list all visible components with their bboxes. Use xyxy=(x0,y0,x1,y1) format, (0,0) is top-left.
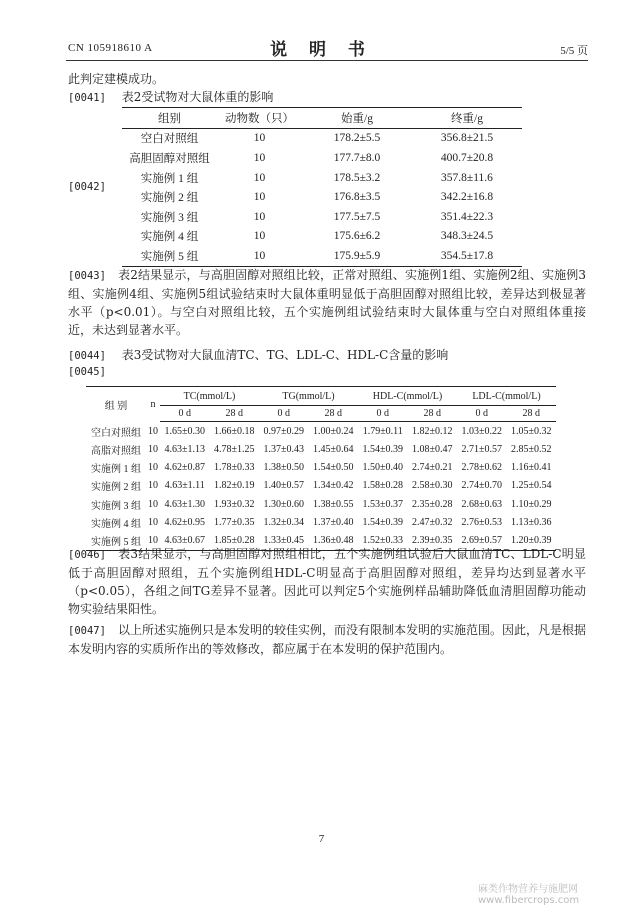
table-row xyxy=(86,459,556,477)
table-cell: 1.65±0.30 xyxy=(164,425,205,437)
table-cell: 177.7±8.0 xyxy=(333,151,381,164)
table-row xyxy=(86,495,556,513)
table-cell: 10 xyxy=(253,210,266,223)
paragraph-number: [0044] xyxy=(68,350,106,362)
paragraph-0046 xyxy=(68,545,586,618)
table-cell: 178.2±5.5 xyxy=(333,132,381,145)
table-cell: 4.78±1.25 xyxy=(214,443,255,455)
table-cell: 4.63±1.11 xyxy=(164,480,205,492)
table-cell: 实施例 1 组 xyxy=(140,172,199,185)
table2-caption: 表2受试物对大鼠体重的影响 xyxy=(121,90,274,104)
table-group-header-row xyxy=(86,387,556,406)
table-row xyxy=(122,168,522,188)
table-cell: 1.40±0.57 xyxy=(263,480,304,492)
table-row xyxy=(122,207,522,227)
column-subheader: 0 d xyxy=(358,406,408,422)
table-cell: 1.66±0.18 xyxy=(214,425,255,437)
table-cell: 10 xyxy=(148,516,158,528)
table-cell: 2.39±0.35 xyxy=(408,531,458,550)
page-fraction: 5/5 页 xyxy=(560,45,588,57)
paragraph-0047 xyxy=(68,621,586,658)
table-cell: 400.7±20.8 xyxy=(440,151,494,164)
table-cell: 1.77±0.35 xyxy=(214,516,255,528)
table-cell: 10 xyxy=(253,191,266,204)
table-cell: 1.54±0.39 xyxy=(362,443,403,455)
column-header: 动物数（只） xyxy=(225,112,294,125)
table-cell: 4.63±1.13 xyxy=(164,443,205,455)
table-cell: 高脂对照组 xyxy=(91,445,141,457)
table-cell: 实施例 2 组 xyxy=(91,482,141,494)
table-cell: 实施例 4 组 xyxy=(91,518,141,530)
table-cell: 0.97±0.29 xyxy=(263,425,304,437)
column-header: 终重/g xyxy=(451,112,483,125)
table-cell: 175.6±6.2 xyxy=(333,230,381,243)
table-row xyxy=(122,187,522,207)
table-cell: 1.37±0.40 xyxy=(313,516,354,528)
table-cell: 1.00±0.24 xyxy=(313,425,354,437)
column-subheader: 28 d xyxy=(210,406,260,422)
paragraph-number: [0041] xyxy=(68,92,106,104)
column-subheader: 0 d xyxy=(160,406,210,422)
table-cell: 1.45±0.64 xyxy=(313,443,354,455)
table-cell: 10 xyxy=(253,249,266,262)
table-cell: 10 xyxy=(148,425,158,437)
table-header-row xyxy=(122,108,522,129)
table-row xyxy=(122,227,522,247)
table-cell: 1.34±0.42 xyxy=(313,480,354,492)
table-row xyxy=(122,148,522,168)
table-cell: 1.33±0.45 xyxy=(259,531,309,550)
table-cell: 10 xyxy=(253,171,266,184)
table-cell: 10 xyxy=(148,462,158,474)
table-cell: 1.25±0.54 xyxy=(511,480,552,492)
table-cell: 2.76±0.53 xyxy=(461,516,502,528)
paragraph-number: [0043] xyxy=(68,270,106,282)
column-subheader: 0 d xyxy=(457,406,507,422)
table-cell: 4.63±1.30 xyxy=(164,498,205,510)
paragraph-number: [0046] xyxy=(68,549,106,561)
table-cell: 2.78±0.62 xyxy=(461,462,502,474)
column-header-tc: TC(mmol/L) xyxy=(160,387,259,406)
table-cell: 178.5±3.2 xyxy=(333,171,381,184)
paragraph-number: [0047] xyxy=(68,625,106,637)
table-cell: 10 xyxy=(253,132,266,145)
table-cell: 1.79±0.11 xyxy=(362,425,403,437)
table-cell: 10 xyxy=(148,498,158,510)
column-subheader: 28 d xyxy=(507,406,557,422)
table-cell: 10 xyxy=(253,230,266,243)
table-cell: 2.71±0.57 xyxy=(461,443,502,455)
table-cell: 2.74±0.21 xyxy=(412,462,453,474)
table-cell: 4.63±0.67 xyxy=(160,531,210,550)
column-header-ldl: LDL-C(mmol/L) xyxy=(457,387,556,406)
table-cell: 1.52±0.33 xyxy=(358,531,408,550)
document-title: 说 明 书 xyxy=(270,40,373,60)
table-cell: 1.20±0.39 xyxy=(507,531,557,550)
table-cell: 1.54±0.50 xyxy=(313,462,354,474)
table-cell: 2.47±0.32 xyxy=(412,516,453,528)
table-cell: 2.68±0.63 xyxy=(461,498,502,510)
table-cell: 1.58±0.28 xyxy=(362,480,403,492)
table-cell: 356.8±21.5 xyxy=(440,132,494,145)
table-cell: 2.74±0.70 xyxy=(461,480,502,492)
column-header: 始重/g xyxy=(341,112,373,125)
table-cell: 实施例 3 组 xyxy=(91,500,141,512)
table-cell: 1.93±0.32 xyxy=(214,498,255,510)
table-cell: 342.2±16.8 xyxy=(440,191,494,204)
table-cell: 1.54±0.39 xyxy=(362,516,403,528)
page-number: 7 xyxy=(318,833,325,845)
table-cell: 354.5±17.8 xyxy=(440,249,494,262)
table-cell: 10 xyxy=(148,443,158,455)
table-cell: 实施例 3 组 xyxy=(140,211,199,224)
table-cell: 351.4±22.3 xyxy=(440,210,494,223)
table-cell: 176.8±3.5 xyxy=(333,191,381,204)
table-cell: 1.10±0.29 xyxy=(511,498,552,510)
column-subheader: 28 d xyxy=(309,406,359,422)
table-cell: 1.50±0.40 xyxy=(362,462,403,474)
table-row xyxy=(86,422,556,441)
column-header-n: n xyxy=(150,398,156,410)
table-cell: 348.3±24.5 xyxy=(440,230,494,243)
table-cell: 1.38±0.50 xyxy=(263,462,304,474)
table-cell: 实施例 2 组 xyxy=(140,192,199,205)
table-cell: 实施例 4 组 xyxy=(140,231,199,244)
table-cell: 2.85±0.52 xyxy=(511,443,552,455)
table-row xyxy=(86,477,556,495)
paragraph-number-0042: [0042] xyxy=(68,181,106,193)
table-row xyxy=(86,513,556,531)
table-cell: 实施例 5 组 xyxy=(140,250,199,263)
table-cell: 10 xyxy=(146,531,160,550)
column-header-tg: TG(mmol/L) xyxy=(259,387,358,406)
column-subheader: 28 d xyxy=(408,406,458,422)
table-cell: 1.53±0.37 xyxy=(362,498,403,510)
table-row xyxy=(86,440,556,458)
table-cell: 10 xyxy=(253,151,266,164)
table-cell: 1.13±0.36 xyxy=(511,516,552,528)
table-cell: 4.62±0.95 xyxy=(164,516,205,528)
paragraph-0044 xyxy=(68,346,448,365)
table-cell: 10 xyxy=(148,480,158,492)
column-header-group: 组 别 xyxy=(104,400,128,412)
table-cell: 1.78±0.33 xyxy=(214,462,255,474)
table-cell: 1.08±0.47 xyxy=(412,443,453,455)
patent-number: CN 105918610 A xyxy=(68,42,153,54)
table-cell: 1.37±0.43 xyxy=(263,443,304,455)
table-cell: 2.58±0.30 xyxy=(412,480,453,492)
continued-sentence: 此判定建模成功。 xyxy=(68,72,165,86)
column-header: 组别 xyxy=(158,112,181,125)
table-cell: 实施例 5 组 xyxy=(86,531,146,550)
header-rule xyxy=(66,60,588,61)
table-row xyxy=(122,246,522,266)
table-cell: 1.36±0.48 xyxy=(309,531,359,550)
paragraph-text: 以上所述实施例只是本发明的较佳实例，而没有限制本发明的实施范围。因此，凡是根据本发明内容的实质所作出的等效修改，都应属于在本发明的保护范围内。 xyxy=(68,623,586,656)
table-cell: 2.35±0.28 xyxy=(412,498,453,510)
table-cell: 1.30±0.60 xyxy=(263,498,304,510)
paragraph-0041 xyxy=(68,88,273,107)
paragraph-number-0045: [0045] xyxy=(68,366,106,378)
table-cell: 1.03±0.22 xyxy=(461,425,502,437)
paragraph-text: 表3结果显示，与高胆固醇对照组相比，五个实施例组试验后大鼠血清TC、LDL-C明显低于高胆固醇对照组，五个实施例组HDL-C明显高于高胆固醇对照组，差异均达到显著水平（p<0.05），各组之间TG差异不显著。因此可以判定5个实施例样品辅助降低血清胆固醇功能动物实验结果阳性。 xyxy=(68,547,586,616)
table-cell: 1.05±0.32 xyxy=(511,425,552,437)
table-cell: 357.8±11.6 xyxy=(441,171,493,184)
table-row xyxy=(122,128,522,148)
table-cell: 1.82±0.12 xyxy=(412,425,453,437)
table-cell: 高胆固醇对照组 xyxy=(129,152,210,165)
column-header-hdl: HDL-C(mmol/L) xyxy=(358,387,457,406)
table-cell: 4.62±0.87 xyxy=(164,462,205,474)
table-cell: 1.38±0.55 xyxy=(313,498,354,510)
table-cell: 实施例 1 组 xyxy=(91,464,141,476)
table-serum-lipids xyxy=(86,386,556,551)
paragraph-0043 xyxy=(68,266,586,339)
watermark: 麻类作物营养与施肥网 www.fibercrops.com xyxy=(478,884,580,906)
table-cell: 空白对照组 xyxy=(140,133,199,146)
table-cell: 2.69±0.57 xyxy=(457,531,507,550)
table-cell: 1.16±0.41 xyxy=(511,462,552,474)
column-subheader: 0 d xyxy=(259,406,309,422)
table-cell: 1.85±0.28 xyxy=(210,531,260,550)
table-cell: 177.5±7.5 xyxy=(333,210,381,223)
paragraph-text: 表2结果显示，与高胆固醇对照组比较，正常对照组、实施例1组、实施例2组、实施例3组、实施例4组、实施例5组试验结束时大鼠体重明显低于高胆固醇对照组比较，差异达到极显著水平（p<0.01）。与空白对照组比较，五个实施例组试验结束时大鼠体重与空白对照组体重接近，未达到显著水平。 xyxy=(68,268,586,337)
table3-caption: 表3受试物对大鼠血清TC、TG、LDL-C、HDL-C含量的影响 xyxy=(121,348,449,362)
table-cell: 空白对照组 xyxy=(91,427,141,439)
table-cell: 1.32±0.34 xyxy=(263,516,304,528)
table-cell: 175.9±5.9 xyxy=(333,249,381,262)
table-cell: 1.82±0.19 xyxy=(214,480,255,492)
table-body-weight xyxy=(122,107,522,267)
